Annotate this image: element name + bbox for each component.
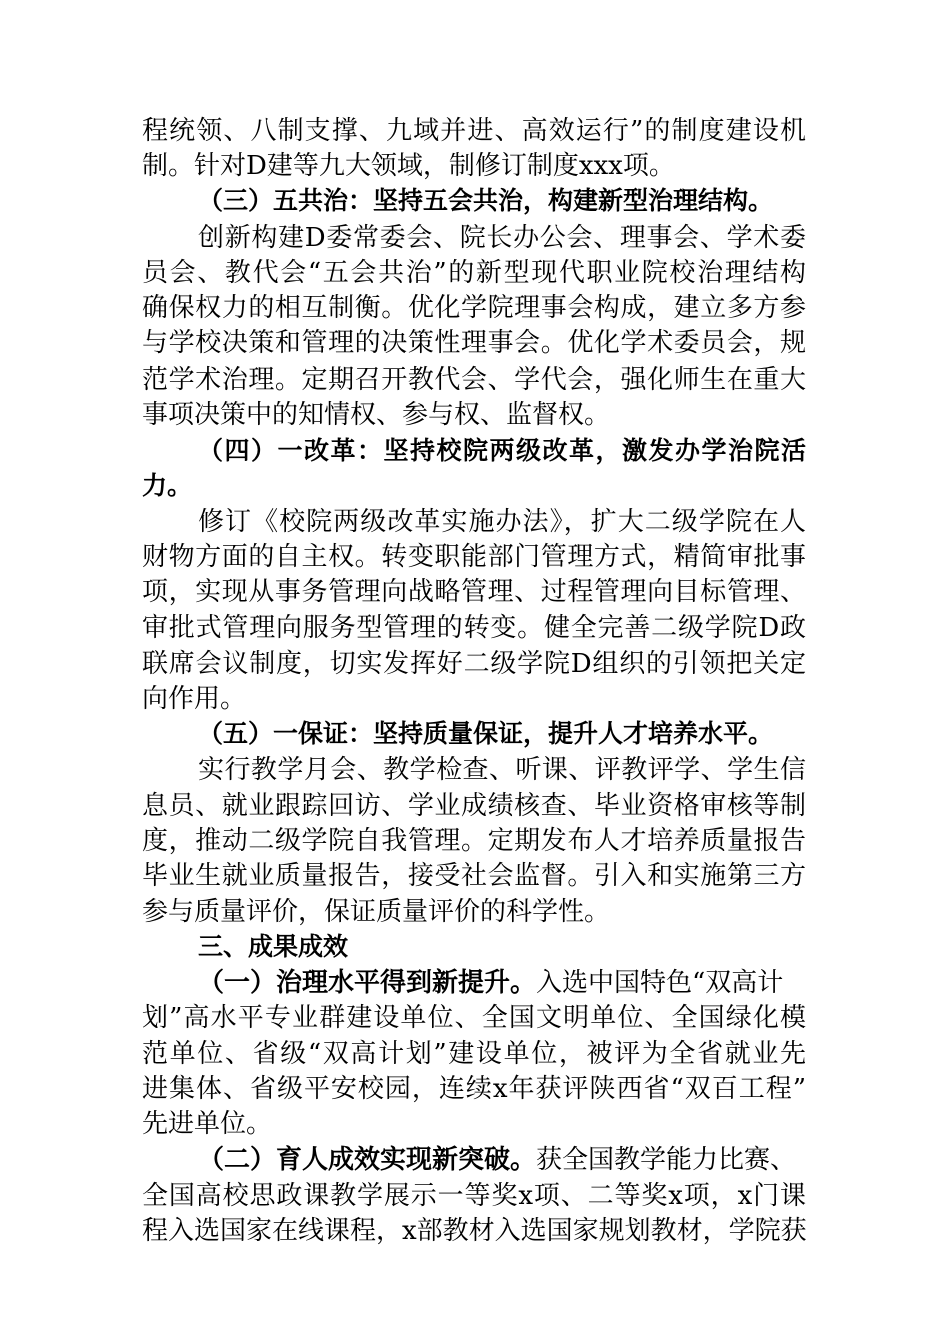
body-line: 毕业生就业质量报告，接受社会监督。引入和实施第三方 xyxy=(142,861,806,891)
body-line: 先进单位。 xyxy=(142,1109,273,1139)
body-line: 程入选国家在线课程，x部教材入选国家规划教材，学院获 xyxy=(142,1216,807,1246)
body-line: 修订《校院两级改革实施办法》，扩大二级学院在人 xyxy=(198,507,806,537)
body-line: 全国高校思政课教学展示一等奖x项、二等奖x项，x门课 xyxy=(142,1181,806,1211)
body-text: 入选中国特色“双高计 xyxy=(536,968,784,998)
body-line: 事项决策中的知情权、参与权、监督权。 xyxy=(142,400,611,430)
subheading-3: （三）五共治：坚持五会共治，构建新型治理结构。 xyxy=(198,186,774,215)
body-line: 项，实现从事务管理向战略管理、过程管理向目标管理、 xyxy=(142,577,806,607)
lead-phrase: （二）育人成效实现新突破。 xyxy=(198,1145,537,1175)
paragraph-line xyxy=(198,1144,796,1176)
subheading-4: （四）一改革：坚持校院两级改革，激发办学治院活 xyxy=(198,436,806,465)
paragraph-line xyxy=(198,967,783,999)
body-line: 息员、就业跟踪回访、学业成绩核查、毕业资格审核等制 xyxy=(142,791,806,821)
lead-phrase: （一）治理水平得到新提升。 xyxy=(198,968,537,998)
subheading-5: （五）一保证：坚持质量保证，提升人才培养水平。 xyxy=(198,719,774,748)
body-line: 与学校决策和管理的决策性理事会。优化学术委员会，规 xyxy=(142,328,806,358)
body-line: 程统领、八制支撑、九域并进、高效运行”的制度建设机 xyxy=(142,116,806,146)
body-line: 制。针对D建等九大领域，制修订制度xxx项。 xyxy=(142,151,675,181)
section-heading: 三、成果成效 xyxy=(198,932,349,961)
body-line: 员会、教代会“五会共治”的新型现代职业院校治理结构 xyxy=(142,258,806,288)
body-line: 确保权力的相互制衡。优化学院理事会构成，建立多方参 xyxy=(142,293,806,323)
body-line: 实行教学月会、教学检查、听课、评教评学、学生信 xyxy=(198,755,806,785)
body-line: 参与质量评价，保证质量评价的科学性。 xyxy=(142,897,611,927)
body-line: 范学术治理。定期召开教代会、学代会，强化师生在重大 xyxy=(142,365,806,395)
body-line: 创新构建D委常委会、院长办公会、理事会、学术委 xyxy=(198,223,806,253)
body-line: 度，推动二级学院自我管理。定期发布人才培养质量报告 xyxy=(142,826,806,856)
subheading-4-cont: 力。 xyxy=(142,471,193,500)
body-line: 划”高水平专业群建设单位、全国文明单位、全国绿化模 xyxy=(142,1003,806,1033)
body-line: 范单位、省级“双高计划”建设单位，被评为全省就业先 xyxy=(142,1039,806,1069)
body-line: 审批式管理向服务型管理的转变。健全完善二级学院D政 xyxy=(142,613,806,643)
body-line: 财物方面的自主权。转变职能部门管理方式，精简审批事 xyxy=(142,542,806,572)
body-text: 获全国教学能力比赛、 xyxy=(536,1145,797,1175)
body-line: 向作用。 xyxy=(142,684,247,714)
body-line: 进集体、省级平安校园，连续x年获评陕西省“双百工程” xyxy=(142,1074,806,1104)
body-line: 联席会议制度，切实发挥好二级学院D组织的引领把关定 xyxy=(142,649,806,679)
